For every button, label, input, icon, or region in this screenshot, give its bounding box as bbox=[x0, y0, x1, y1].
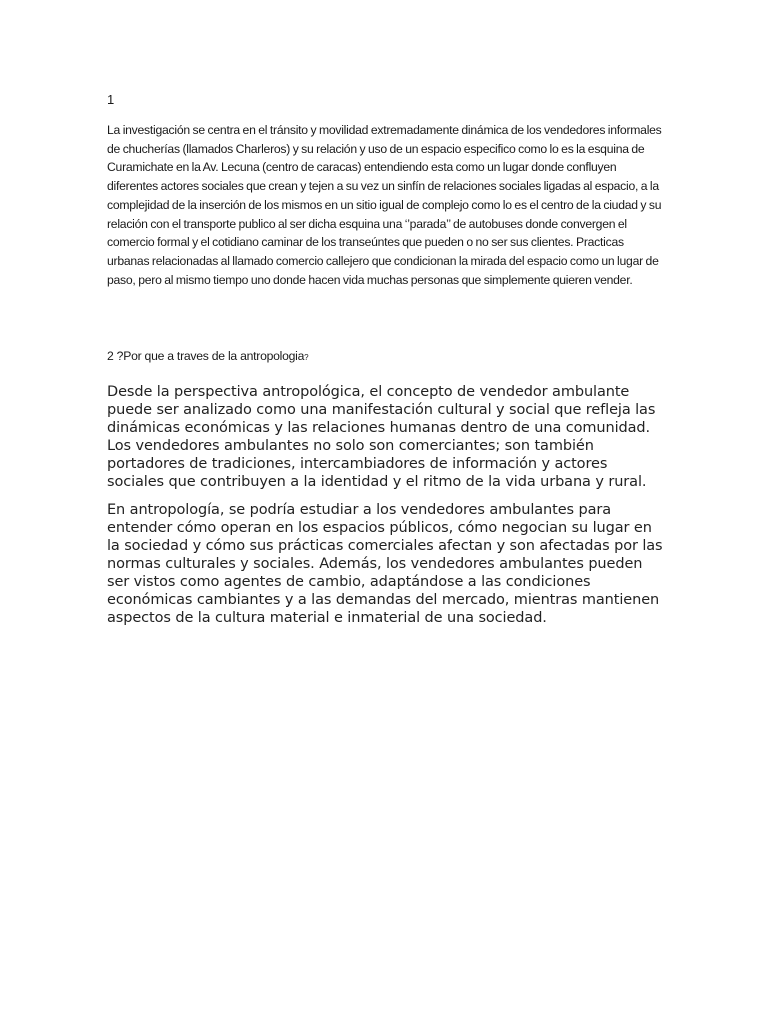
section-1-number: 1 bbox=[107, 92, 115, 107]
section-2-paragraph-2: En antropología, se podría estudiar a los vendedores ambulantes para entender cómo operan en los espacios públicos, cómo negocian su lugar en la sociedad y cómo sus prácticas comerciales afectan y son afectadas por las normas culturales y sociales. Además, los vendedores ambulantes pueden ser vistos como agentes de cambio, adaptándose a las condiciones económicas cambiantes y a las demandas del mercado, mientras mantienen aspectos de la cultura material e inmaterial de una sociedad. bbox=[107, 502, 663, 626]
section-2-paragraph-1: Desde la perspectiva antropológica, el concepto de vendedor ambulante puede ser analizado como una manifestación cultural y social que refleja las dinámicas económicas y las relaciones humanas dentro de una comunidad. Los vendedores ambulantes no solo son comerciantes; son también portadores de tradiciones, intercambiadores de información y actores sociales que contribuyen a la identidad y el ritmo de la vida urbana y rural. bbox=[107, 384, 656, 490]
section-2-heading-mark: ? bbox=[304, 353, 309, 362]
section-2-body bbox=[107, 383, 663, 637]
section-1-paragraph: La investigación se centra en el tránsito y movilidad extremadamente dinámica de los vendedores informales de chucherías (llamados Charleros) y su relación y uso de un espacio especifico como lo es la esquina de Curamichate en la Av. Lecuna (centro de caracas) entendiendo esta como un lugar donde confluyen diferentes actores sociales que crean y tejen a su vez un sinfín de relaciones sociales ligadas al espacio, a la complejidad de la inserción de los mismos en un sitio igual de complejo como lo es el centro de la ciudad y su relación con el transporte publico al ser dicha esquina una ‘’parada’’ de autobuses donde convergen el comercio formal y el cotidiano caminar de los transeúntes que pueden o no ser sus clientes. Practicas urbanas relacionadas al llamado comercio callejero que condicionan la mirada del espacio como un lugar de paso, pero al mismo tiempo uno donde hacen vida muchas personas que simplemente quieren vender. bbox=[107, 123, 662, 287]
section-2-heading bbox=[107, 347, 308, 367]
section-2-heading-text: 2 ?Por que a traves de la antropologia bbox=[107, 349, 305, 363]
